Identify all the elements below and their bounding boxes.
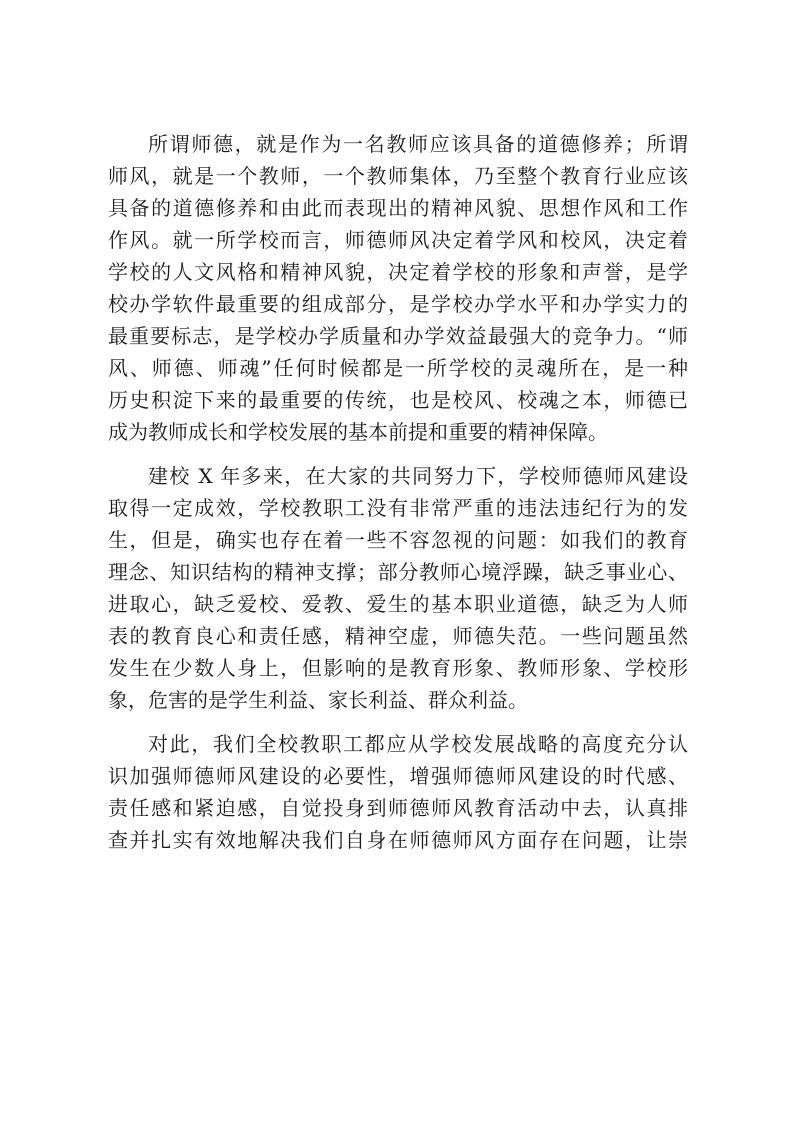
text-line: 表的教育良心和责任感，精神空虚，师德失范。一些问题虽然	[108, 624, 688, 648]
text-line: 查并扎实有效地解决我们自身在师德师风方面存在问题，让崇	[108, 828, 688, 852]
text-line: 进取心，缺乏爱校、爱教、爱生的基本职业道德，缺乏为人师	[108, 592, 688, 616]
text-line: 发生在少数人身上，但影响的是教育形象、教师形象、学校形	[108, 656, 688, 680]
text-line: 理念、知识结构的精神支撑；部分教师心境浮躁，缺乏事业心、	[108, 560, 688, 584]
text-line: 师风，就是一个教师，一个教师集体，乃至整个教育行业应该	[108, 164, 688, 188]
text-line: 学校的人文风格和精神风貌，决定着学校的形象和声誉，是学	[108, 260, 688, 284]
text-line: 所谓师德，就是作为一名教师应该具备的道德修养；所谓	[148, 132, 688, 156]
text-line: 建校 X 年多来，在大家的共同努力下，学校师德师风建设	[148, 464, 688, 488]
paragraph-2	[108, 460, 688, 716]
text-line: 作风。就一所学校而言，师德师风决定着学风和校风，决定着	[108, 228, 688, 252]
text-line: 责任感和紧迫感，自觉投身到师德师风教育活动中去，认真排	[108, 796, 688, 820]
paragraph-spacing	[108, 448, 688, 460]
text-line: 具备的道德修养和由此而表现出的精神风貌、思想作风和工作	[108, 196, 688, 220]
text-line: 风、师德、师魂”任何时候都是一所学校的灵魂所在，是一种	[108, 356, 688, 380]
text-line: 成为教师成长和学校发展的基本前提和重要的精神保障。	[108, 420, 608, 444]
paragraph-spacing	[108, 716, 688, 728]
document-body	[108, 128, 688, 856]
text-line: 生，但是，确实也存在着一些不容忽视的问题：如我们的教育	[108, 528, 688, 552]
paragraph-3	[108, 728, 688, 856]
text-line: 最重要标志，是学校办学质量和办学效益最强大的竞争力。“师	[108, 324, 688, 348]
text-line: 历史积淀下来的最重要的传统，也是校风、校魂之本，师德已	[108, 388, 688, 412]
text-line: 校办学软件最重要的组成部分，是学校办学水平和办学实力的	[108, 292, 688, 316]
text-line: 识加强师德师风建设的必要性，增强师德师风建设的时代感、	[108, 764, 688, 788]
text-line: 取得一定成效，学校教职工没有非常严重的违法违纪行为的发	[108, 496, 688, 520]
paragraph-1	[108, 128, 688, 448]
text-line: 象，危害的是学生利益、家长利益、群众利益。	[108, 688, 528, 712]
text-line: 对此，我们全校教职工都应从学校发展战略的高度充分认	[148, 732, 688, 756]
